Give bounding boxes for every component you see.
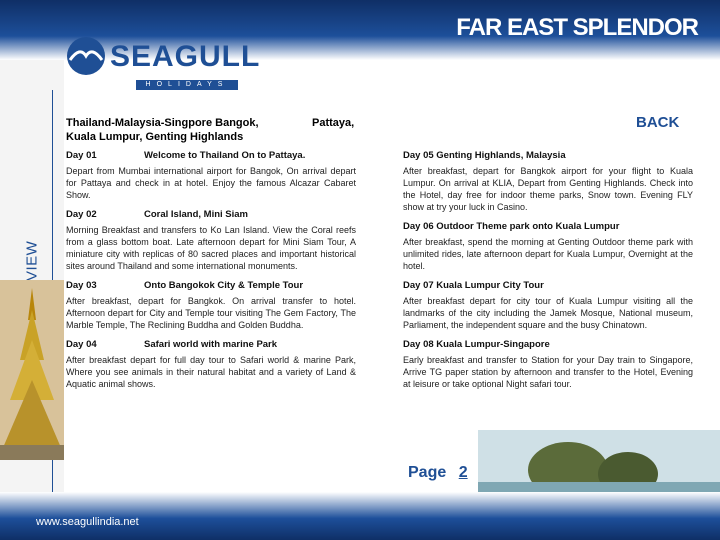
itinerary-left-column: [66, 150, 356, 398]
destinations-line2: Kuala Lumpur, Genting Highlands: [66, 131, 244, 143]
day-label: Day 02: [66, 209, 97, 220]
pager-label: Page: [408, 464, 447, 481]
seagull-icon: [64, 36, 108, 76]
seagull-logo: [64, 36, 261, 98]
day-description: Morning Breakfast and transfers to Ko Lan Island. View the Coral reefs from a glass bottom boat. Late afternoon depart for Mini Siam Tour, A miniature city with replicas of 80 sacred places and important historical sites around Thailand and some international monuments.: [66, 225, 356, 271]
day-label: Day 03: [66, 280, 97, 291]
destinations-line1: Thailand-Malaysia-Singpore Bangok,: [66, 117, 259, 129]
day-title: Safari world with marine Park: [144, 339, 278, 350]
day-item: [66, 280, 356, 331]
day-item: [403, 339, 693, 390]
day-description: Depart from Mumbai international airport for Bangok, On arrival depart for Pattaya and check in at hotel. Enjoy the famous Alcazar Cabaret Show.: [66, 166, 356, 200]
footer-url[interactable]: www.seagullindia.net: [36, 516, 139, 528]
brand-title: FAR EAST SPLENDOR: [456, 14, 698, 41]
back-link[interactable]: BACK: [636, 114, 680, 131]
day-description: After breakfast depart for city tour of Kuala Lumpur visiting all the landmarks of the city including the Jamek Mosque, National museum, Parliament, the independent square and the busy Chinatown.: [403, 296, 693, 330]
day-heading: [403, 339, 693, 351]
day-heading: [403, 150, 693, 162]
day-item: [66, 339, 356, 390]
day-item: [403, 150, 693, 213]
page-number-link[interactable]: 2: [458, 464, 468, 481]
day-description: After breakfast, spend the morning at Genting Outdoor theme park with unlimited rides, late afternoon depart for Kuala Lumpur, Overnight at the hotel.: [403, 237, 693, 271]
day-item: [403, 221, 693, 272]
day-item: [66, 150, 356, 201]
day-item: [403, 280, 693, 331]
island-image: [478, 430, 720, 492]
day-title: Coral Island, Mini Siam: [144, 209, 248, 220]
day-label: Day 04: [66, 339, 97, 350]
day-title: Welcome to Thailand On to Pattaya.: [144, 150, 306, 161]
day-heading: [66, 209, 356, 221]
day-heading: [66, 150, 356, 162]
day-item: [66, 209, 356, 272]
package-destinations: [66, 116, 366, 144]
day-title: Day 06 Outdoor Theme park onto Kuala Lumpur: [403, 221, 620, 232]
day-label: Day 01: [66, 150, 97, 161]
pager: [408, 464, 468, 482]
day-title: Day 07 Kuala Lumpur City Tour: [403, 280, 544, 291]
logo-wordmark: SEAGULL: [110, 40, 261, 73]
footer: [0, 492, 720, 540]
day-description: After breakfast, depart for Bangkok airport for your flight to Kuala Lumpur. On arrival at KLIA, Depart from Genting Highlands. Check into the Hotel, day free for indoor theme parks, Snow town. Evening FLY show at try your luck in Casino.: [403, 166, 693, 212]
day-heading: [66, 280, 356, 292]
logo-tagline: HOLIDAYS: [136, 80, 238, 90]
itinerary-right-column: [403, 150, 693, 398]
day-heading: [66, 339, 356, 351]
day-title: Onto Bangokok City & Temple Tour: [144, 280, 304, 291]
day-description: Early breakfast and transfer to Station for your Day train to Singapore, Arrive TG paper station by afternoon and transfer to the Hotel, Evening at leisure or take optional Night safari tour.: [403, 355, 693, 389]
day-heading: [403, 221, 693, 233]
destinations-pattaya: Pattaya,: [312, 117, 355, 129]
day-description: After breakfast, depart for Bangkok. On arrival transfer to hotel. Afternoon depart for City and Temple tour visiting The Gem Factory, The Marble Temple, The Reclining Buddha and Golden Buddha.: [66, 296, 356, 330]
day-description: After breakfast depart for full day tour to Safari world & marine Park, Where you see animals in their natural habitat and a variety of Land & Aquatic animal shows.: [66, 355, 356, 389]
day-heading: [403, 280, 693, 292]
day-title: Day 08 Kuala Lumpur-Singapore: [403, 339, 550, 350]
day-title: Day 05 Genting Highlands, Malaysia: [403, 150, 566, 161]
pagoda-image: [0, 280, 64, 460]
